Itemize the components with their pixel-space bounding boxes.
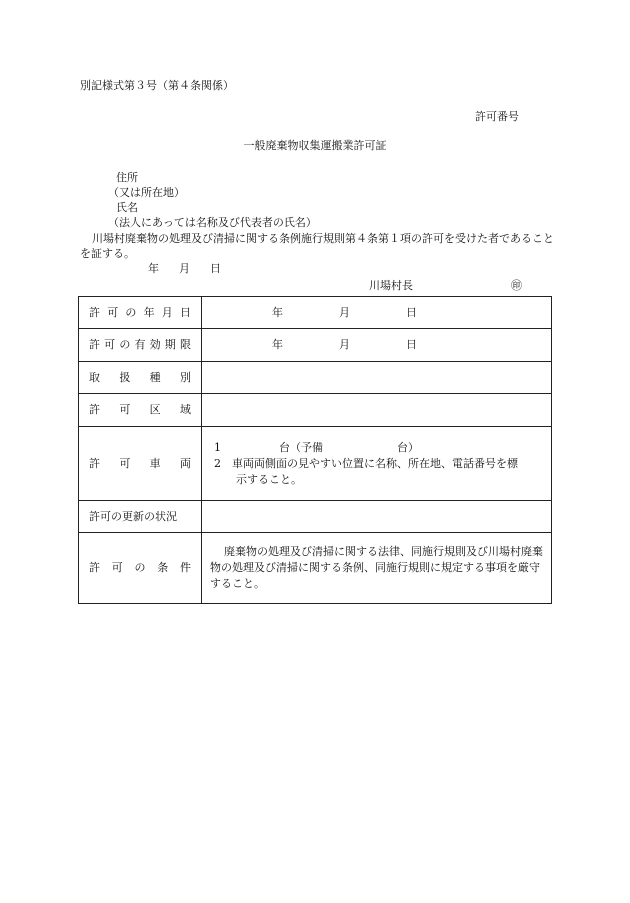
address-label: 住所 <box>116 171 138 184</box>
label-conditions: 許 可 の 条 件 <box>79 533 202 604</box>
form-number: 別記様式第３号（第４条関係） <box>80 79 234 92</box>
seal-mark: ㊞ <box>511 279 522 292</box>
name-label: 氏名 <box>116 201 138 214</box>
permit-number-label: 許可番号 <box>475 110 519 123</box>
value-handling-type <box>202 362 552 394</box>
label-permit-area: 許 可 区 域 <box>79 394 202 427</box>
issuer-title: 川場村長 <box>369 279 413 292</box>
value-conditions <box>202 533 552 604</box>
label-handling-type: 取 扱 種 別 <box>79 362 202 394</box>
issue-day: 日 <box>210 262 221 275</box>
value-permit-area <box>202 394 552 427</box>
certification-text: 川場村廃棄物の処理及び清掃に関する条例施行規則第４条第１項の許可を受けた者であることを証する。 <box>80 232 554 260</box>
row-permit-date <box>79 297 552 329</box>
value-permit-date: 年 月 日 <box>202 297 552 329</box>
vehicle-count-line: 1 台（予備 台） <box>214 441 419 455</box>
vehicle-note-line-cont: 示すること。 <box>236 472 302 486</box>
value-vehicles <box>202 427 552 501</box>
permit-table <box>78 296 552 604</box>
conditions-text: 廃棄物の処理及び清掃に関する法律、同施行規則及び川場村廃棄物の処理及び清掃に関する条例、同施行規則に規定する事項を厳守すること。 <box>210 545 543 590</box>
address-note: （又は所在地） <box>108 186 185 199</box>
vehicle-note-line: 2 車両両側面の見やすい位置に名称、所在地、電話番号を標 <box>214 457 518 471</box>
label-validity: 許 可 の 有 効 期 限 <box>79 329 202 362</box>
row-vehicles <box>79 427 552 501</box>
row-renewal <box>79 501 552 533</box>
issue-year: 年 <box>148 262 159 275</box>
document-title: 一般廃棄物収集運搬業許可証 <box>243 139 387 152</box>
label-permit-date: 許 可 の 年 月 日 <box>79 297 202 329</box>
value-renewal <box>202 501 552 533</box>
row-validity <box>79 329 552 362</box>
issue-month: 月 <box>179 262 190 275</box>
row-handling-type <box>79 362 552 394</box>
row-permit-area <box>79 394 552 427</box>
row-conditions <box>79 533 552 604</box>
value-validity: 年 月 日 <box>202 329 552 362</box>
label-renewal: 許可の更新の状況 <box>79 501 202 533</box>
label-vehicles: 許 可 車 両 <box>79 427 202 501</box>
issue-date <box>148 262 221 275</box>
name-note: （法人にあっては名称及び代表者の氏名） <box>108 216 317 229</box>
